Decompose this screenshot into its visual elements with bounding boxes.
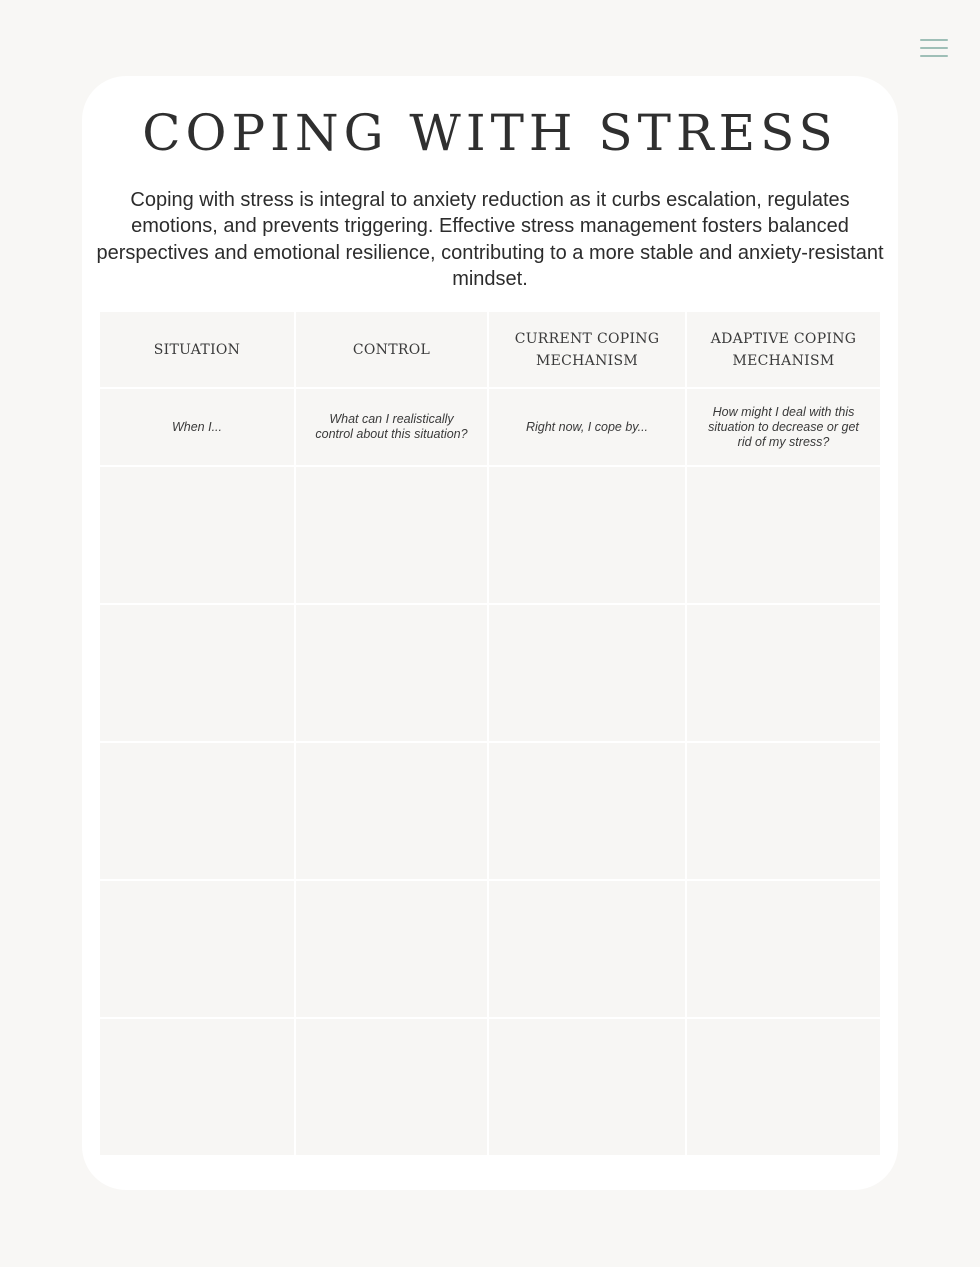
entry-cell-row1-situation[interactable] [100,467,294,603]
entry-cell-row4-adaptive[interactable] [687,881,880,1017]
entry-cell-row3-situation[interactable] [100,743,294,879]
menu-button[interactable] [918,36,950,62]
entry-cell-row2-situation[interactable] [100,605,294,741]
entry-cell-row5-situation[interactable] [100,1019,294,1155]
entry-cell-row3-adaptive[interactable] [687,743,880,879]
prompt-current-coping: Right now, I cope by... [489,389,685,465]
prompt-situation: When I... [100,389,294,465]
header-current-coping-mechanism: CURRENT COPING MECHANISM [489,312,685,387]
entry-cell-row1-current[interactable] [489,467,685,603]
entry-cell-row2-control[interactable] [296,605,487,741]
entry-cell-row5-control[interactable] [296,1019,487,1155]
prompt-control: What can I realistically control about this situation? [296,389,487,465]
entry-cell-row4-situation[interactable] [100,881,294,1017]
header-control: CONTROL [296,312,487,387]
entry-cell-row4-current[interactable] [489,881,685,1017]
entry-cell-row5-current[interactable] [489,1019,685,1155]
coping-worksheet-table [100,312,880,1151]
entry-cell-row1-control[interactable] [296,467,487,603]
header-situation: SITUATION [100,312,294,387]
prompt-adaptive-coping: How might I deal with this situation to decrease or get rid of my stress? [687,389,880,465]
entry-cell-row5-adaptive[interactable] [687,1019,880,1155]
intro-paragraph: Coping with stress is integral to anxiety reduction as it curbs escalation, regulates emotions, and prevents triggering. Effective stress management fosters balanced perspectives and emotional resilience, contributing to a more stable and anxiety-resistant mindset. [96,189,884,290]
entry-cell-row3-control[interactable] [296,743,487,879]
entry-cell-row3-current[interactable] [489,743,685,879]
entry-cell-row2-current[interactable] [489,605,685,741]
hamburger-menu-icon [920,39,948,41]
entry-cell-row2-adaptive[interactable] [687,605,880,741]
hamburger-menu-icon-line [920,55,948,57]
entry-cell-row1-adaptive[interactable] [687,467,880,603]
hamburger-menu-icon-line [920,47,948,49]
header-adaptive-coping-mechanism: ADAPTIVE COPING MECHANISM [687,312,880,387]
entry-cell-row4-control[interactable] [296,881,487,1017]
page-title: COPING WITH STRESS [142,104,838,162]
